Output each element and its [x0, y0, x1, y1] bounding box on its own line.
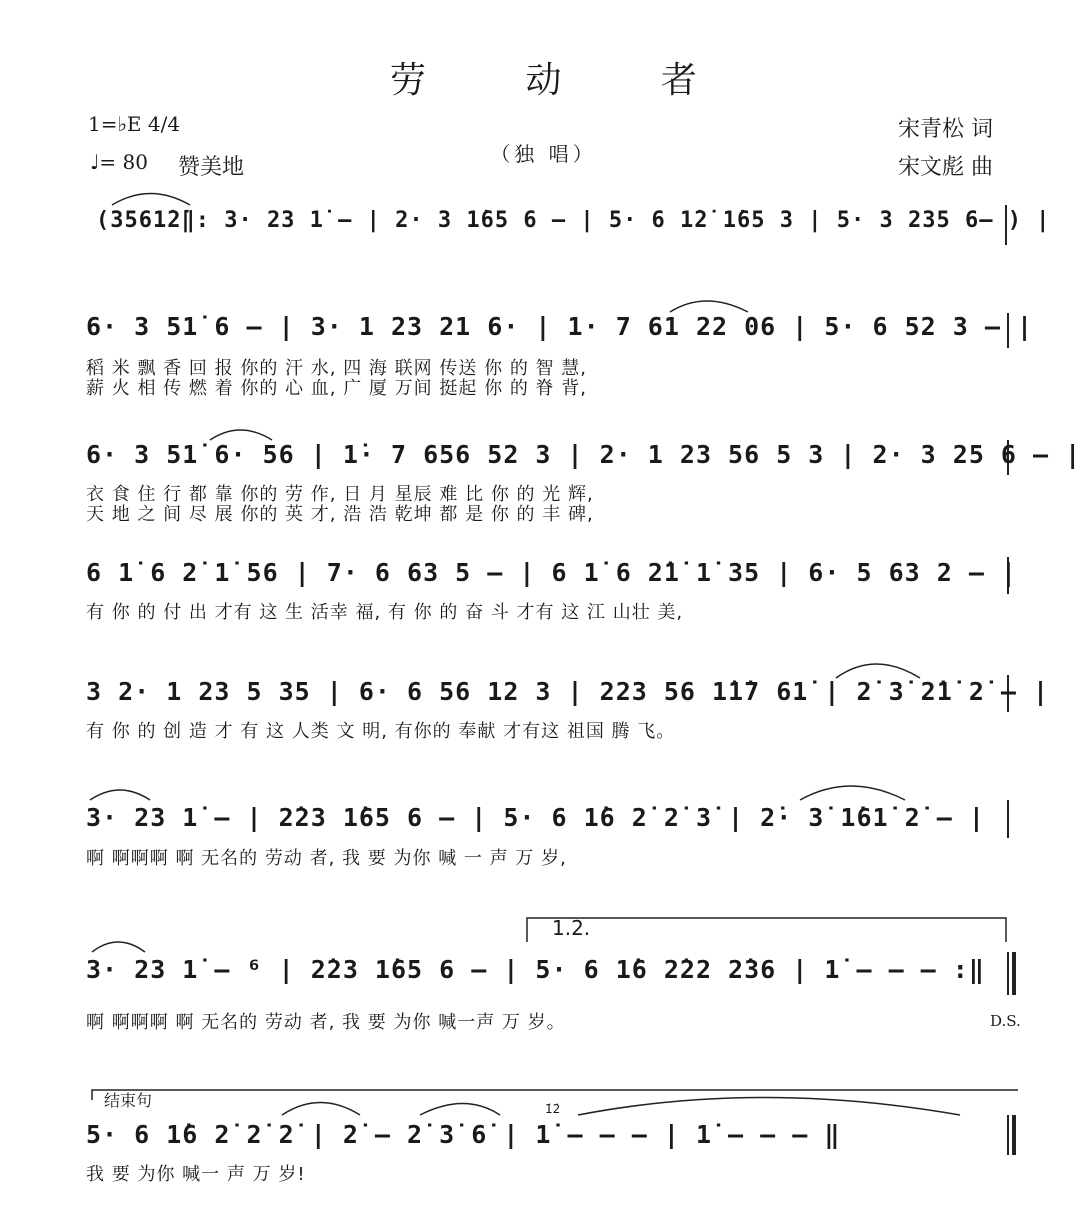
lyrics-line: 啊 啊啊啊 啊 无名的 劳动 者, 我 要 为你 喊 一 声 万 岁,	[86, 848, 567, 869]
score-line: (3561̇2̇‖: 3· 23 1̇ – | 2· 3 1̇65 6 – | 5· 6 1̇2̇ 1̇65 3 | 5· 3 235 6– ) |	[96, 208, 1051, 233]
lyrics-verse-1: 衣 食 住 行 都 靠 你的 劳 作, 日 月 星辰 难 比 你 的 光 辉,	[86, 484, 594, 505]
lyrics-line: 有 你 的 创 造 才 有 这 人类 文 明, 有你的 奉献 才有这 祖国 腾 飞。	[86, 721, 676, 742]
score-line: 5· 6 1̇6 2̇ 2̇ 2̇ | 2̇ – 2̇ 3̇ 6̇ | 1̇ – – – | 1̇ – – – ‖	[86, 1120, 841, 1149]
page-title: 劳 动 者	[390, 60, 741, 101]
score-line: 3· 23 1̇ – | 2̇23 1̇65 6 – | 5· 6 1̇6 2̇ 2̇ 3̇ | 2̇· 3̇ 1̇61̇ 2̇ – |	[86, 803, 985, 832]
score-line: 3· 23 1̇ – ⁶ | 2̇23 1̇65 6 – | 5· 6 1̇6 2̇22 2̇36 | 1̇ – – – :‖	[86, 955, 985, 984]
expression-mark: 赞美地	[178, 155, 245, 180]
score-line: 6· 3 51̇ 6 – | 3· 1 23 21 6· | 1· 7 61 22 06 | 5· 6 52 3 – |	[86, 312, 1034, 341]
composer-credit: 宋文彪 曲	[898, 155, 993, 180]
lyrics-line: 有 你 的 付 出 才有 这 生 活幸 福, 有 你 的 奋 斗 才有 这 江 山壮 美,	[86, 602, 684, 623]
tempo-mark: ♩= 80	[90, 150, 148, 174]
ds-label: D.S.	[990, 1012, 1021, 1030]
lyrics-verse-2: 天 地 之 间 尽 展 你的 英 才, 浩 浩 乾坤 都 是 你 的 丰 碑,	[86, 504, 594, 525]
score-line: 3 2· 1 23 5 35 | 6· 6 56 12 3 | 223 56 1̇1̇7 61̇ | 2̇ 3̇ 2̇1̇ 2̇ – |	[86, 677, 1050, 706]
grace-note: 1̇2̇	[545, 1102, 561, 1116]
volta-label: 1.2.	[552, 916, 591, 940]
score-line: 6· 3 51̇ 6· 56 | 1̇· 7 656 52 3 | 2· 1 23 56 5 3 | 2· 3 25 6 – |	[86, 440, 1082, 469]
lyrics-line: 啊 啊啊啊 啊 无名的 劳动 者, 我 要 为你 喊一声 万 岁。	[86, 1012, 566, 1033]
lyrics-line: 我 要 为你 喊一 声 万 岁!	[86, 1164, 306, 1185]
lyricist-credit: 宋青松 词	[898, 117, 993, 142]
key-signature: 1=♭E 4/4	[88, 112, 181, 136]
score-line: 6 1̇ 6 2̇ 1̇ 56 | 7· 6 63 5 – | 6 1̇ 6 2̇1̇ 1̇ 35 | 6· 5 63 2 – |	[86, 558, 1017, 587]
lyrics-verse-1: 稻 米 飘 香 回 报 你的 汗 水, 四 海 联网 传送 你 的 智 慧,	[86, 358, 587, 379]
ending-label: 结束句	[104, 1091, 153, 1110]
performance-note: （独 唱）	[490, 142, 597, 166]
lyrics-verse-2: 薪 火 相 传 燃 着 你的 心 血, 广 厦 万间 挺起 你 的 脊 背,	[86, 378, 587, 399]
